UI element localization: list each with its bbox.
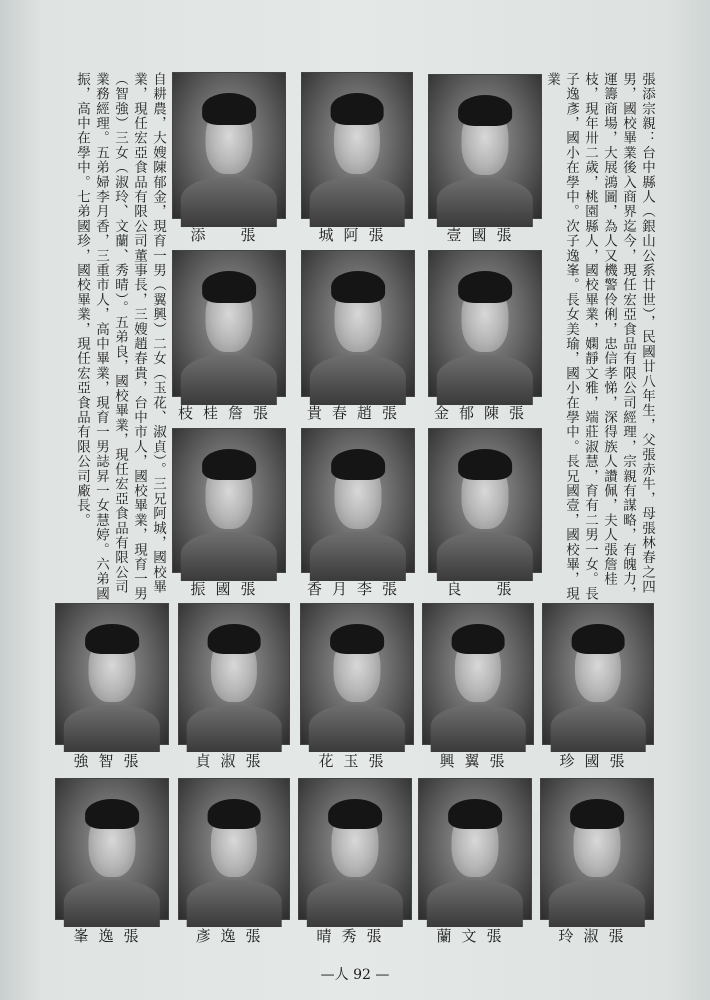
portrait-photo: [172, 250, 286, 397]
portrait-photo: [172, 428, 286, 573]
photo-caption: 添 張: [190, 226, 266, 244]
photo-caption: 壹國張: [446, 226, 522, 244]
photo-caption: 良 張: [446, 580, 522, 598]
portrait-photo: [301, 250, 415, 397]
portrait-photo: [300, 603, 414, 745]
photo-caption: 強智張: [73, 752, 149, 770]
portrait-photo: [542, 603, 654, 745]
photo-caption: 香月李張: [306, 580, 407, 598]
photo-caption: 玲淑張: [558, 927, 634, 945]
photo-caption: 貴春趙張: [306, 404, 407, 422]
portrait-photo: [178, 778, 290, 920]
photo-caption: 珍國張: [559, 752, 635, 770]
portrait-photo: [178, 603, 290, 745]
portrait-photo: [172, 72, 286, 219]
photo-caption: 花玉張: [318, 752, 394, 770]
portrait-photo: [55, 778, 169, 920]
portrait-photo: [301, 428, 415, 573]
portrait-photo: [540, 778, 654, 920]
biography-text-right: 張添宗親：台中縣人（銀山公系廿世），民國廿八年生，父張赤牛，母張林春之四男，國校畢業後入商界迄今，現任宏亞食品有限公司經理，宗親有謀略，有魄力，運籌商場，大展鴻圖，為人又機警伶俐，忠信孝悌，深得族人讚佩，夫人張詹桂枝，現年卅二歲，桃園縣人，國校畢業，嫻靜文雅，端莊淑慧，育有二男一女。長子逸彥，國小在學中。次子逸峯。長女美瑜，國小在學中。長兄國壹，國校畢，現業: [544, 72, 655, 602]
photo-caption: 晴秀張: [316, 927, 392, 945]
portrait-photo: [428, 428, 542, 573]
photo-caption: 振國張: [190, 580, 266, 598]
portrait-photo: [418, 778, 532, 920]
photo-caption: 金郁陳張: [433, 404, 534, 422]
photo-caption: 貞淑張: [195, 752, 271, 770]
biography-text-left: 自耕農，大嫂陳郁金，現育一男（翼興）二女（玉花、淑貞）。三兄阿城，國校畢業，現任宏亞食品有限公司董事長，三嫂趙春貴，台中市人，國校畢業，現育一男（智強）三女（淑玲、文蘭、秀晴）。五弟良，國校畢業，現任宏亞食品有限公司業務經理。五弟婦李月香，三重市人，高中畢業，現育一男誌昇一女慧婷。六弟國振，高中在學中。七弟國珍，國校畢業，現任宏亞食品有限公司廠長。: [74, 72, 166, 602]
photo-caption: 興翼張: [439, 752, 515, 770]
portrait-photo: [301, 72, 413, 219]
portrait-photo: [428, 250, 542, 397]
photo-caption: 峯逸張: [73, 927, 149, 945]
photo-caption: 蘭文張: [436, 927, 512, 945]
photo-caption: 枝桂詹張: [177, 404, 278, 422]
page-number: —人 92 —: [320, 967, 390, 983]
portrait-photo: [422, 603, 534, 745]
photo-caption: 彥逸張: [195, 927, 271, 945]
portrait-photo: [428, 74, 542, 219]
portrait-photo: [55, 603, 169, 745]
portrait-photo: [298, 778, 412, 920]
photo-caption: 城阿張: [318, 226, 394, 244]
